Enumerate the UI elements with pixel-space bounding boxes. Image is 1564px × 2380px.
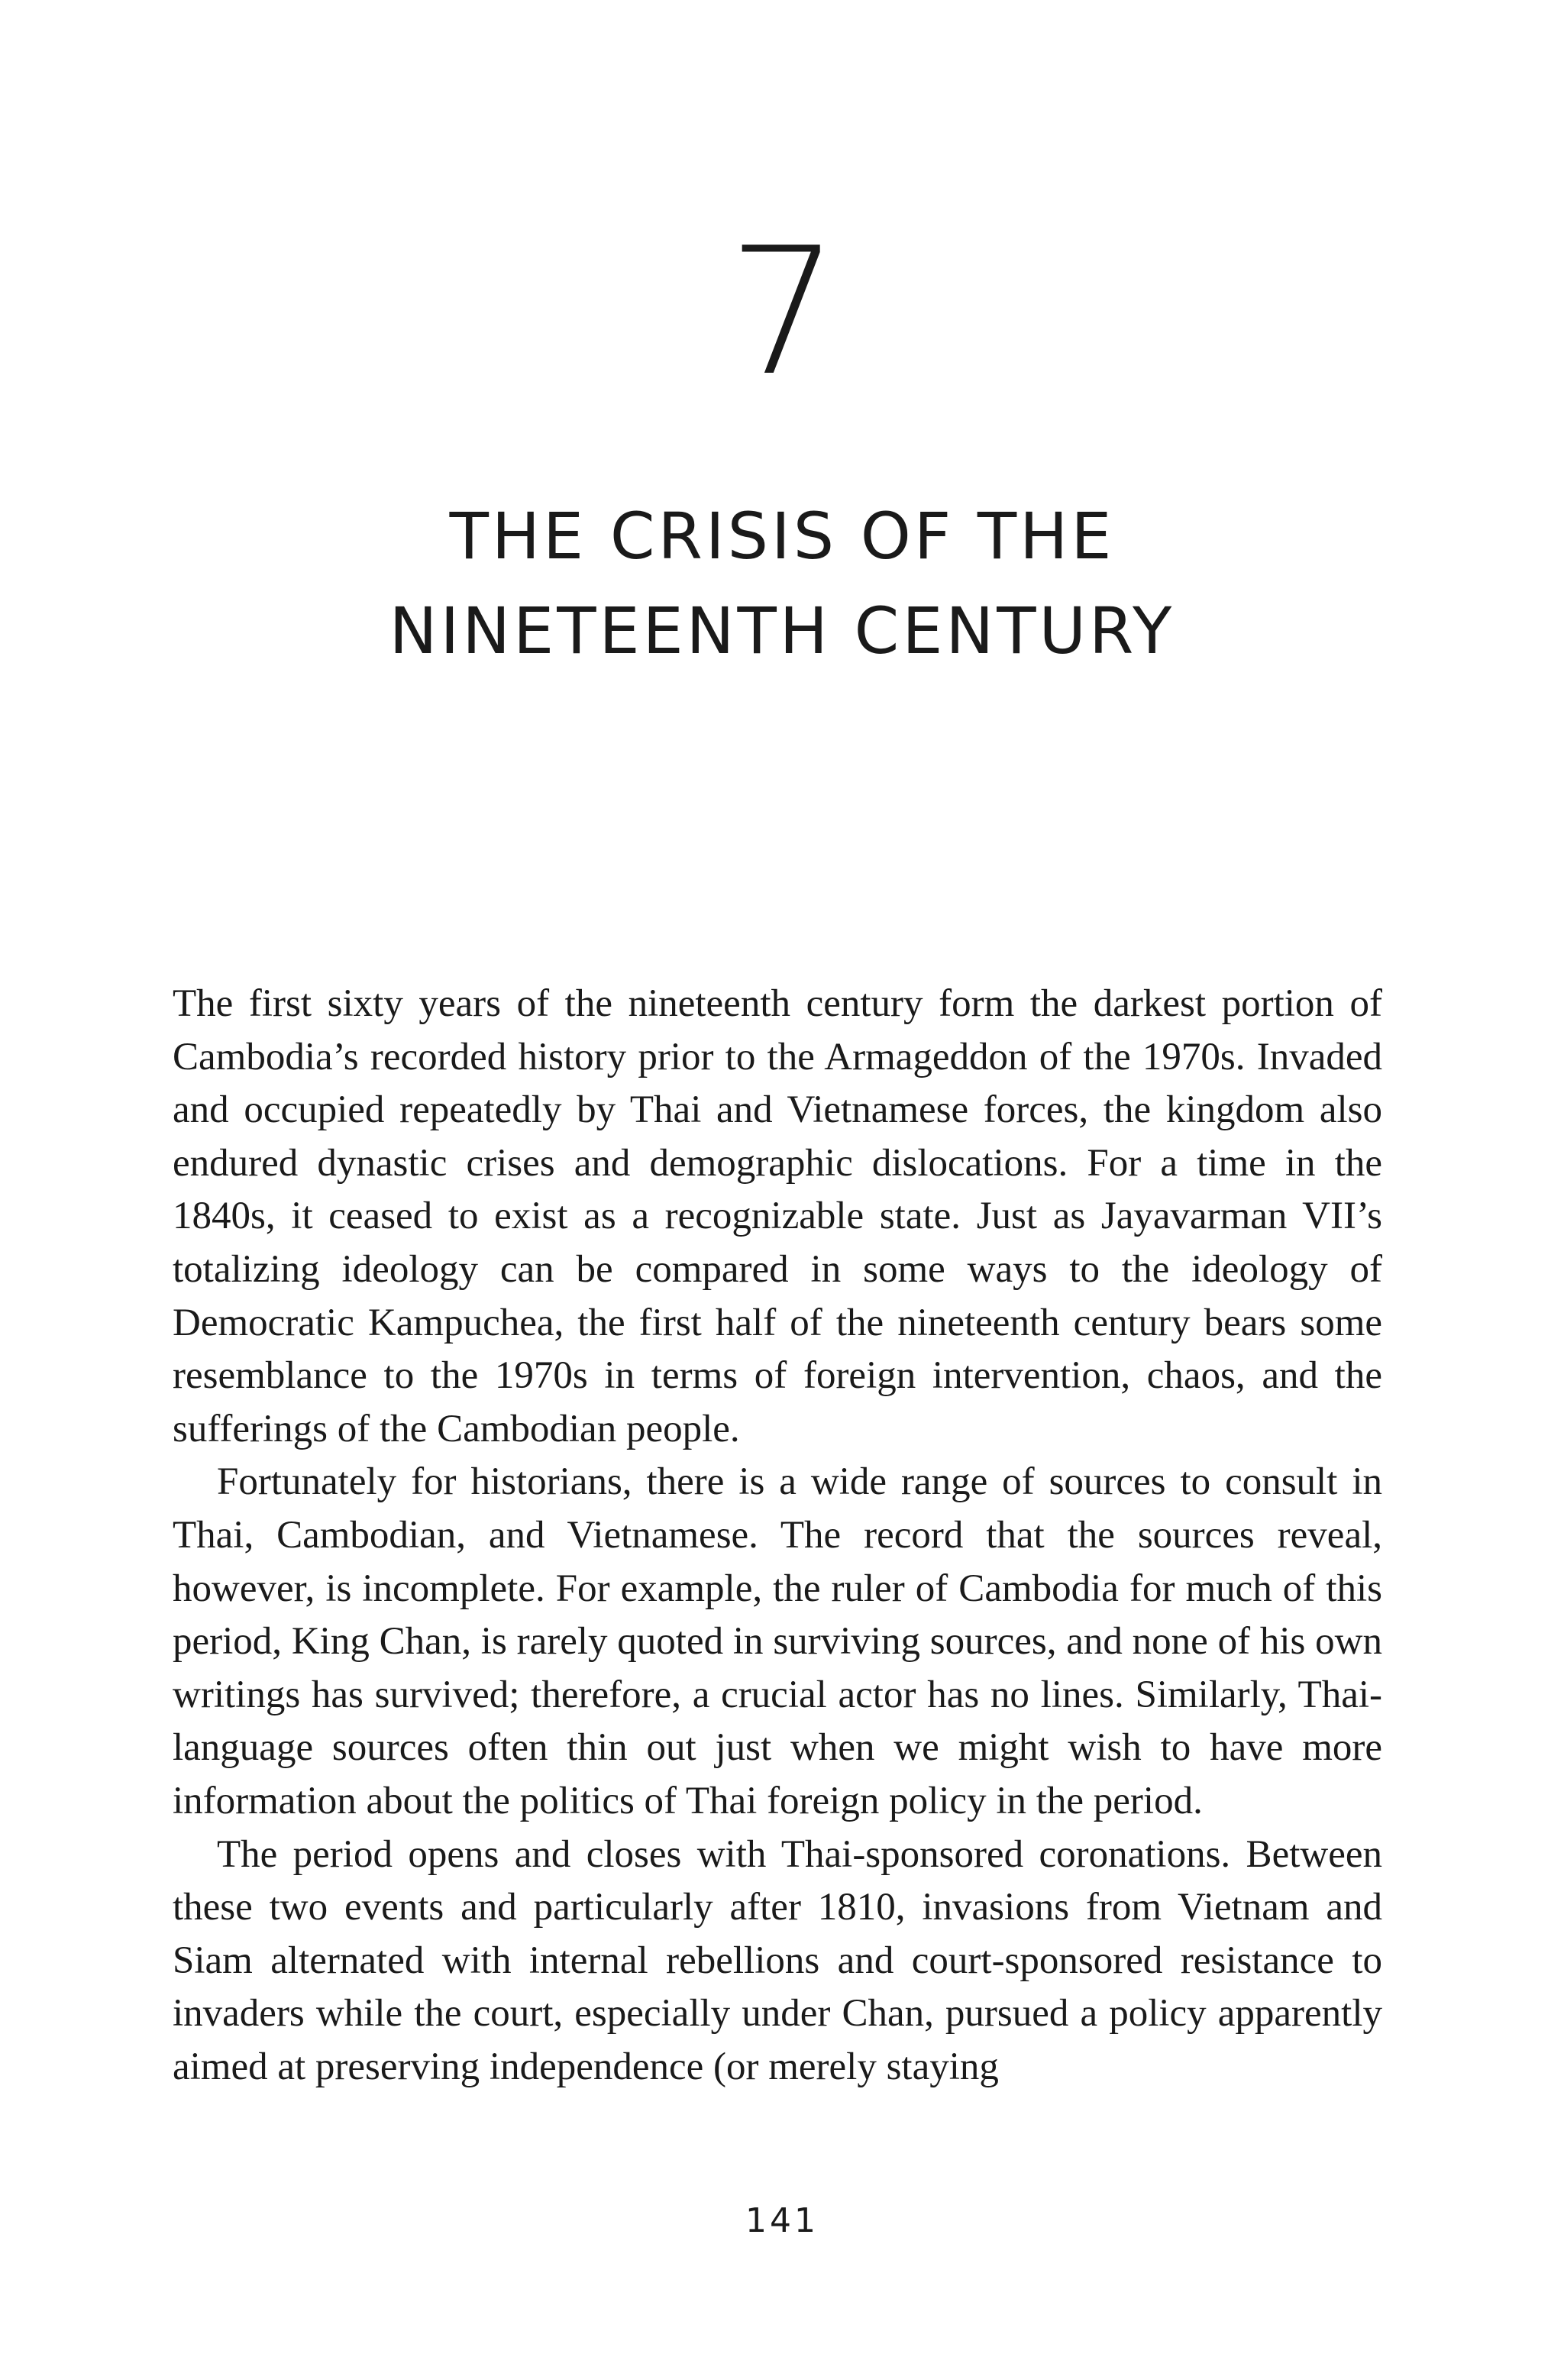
- page-number: 141: [745, 2201, 819, 2240]
- chapter-number: 7: [727, 211, 837, 415]
- chapter-title: [0, 489, 1564, 678]
- chapter-title-line-1: THE CRISIS OF THE: [449, 499, 1115, 574]
- paragraph-3: The period opens and closes with Thai-sponsored coronations. Between these two events and particularly after 1810, invasions from Vietnam and Siam alternated with internal rebellions and court-sponsored resistance to invaders while the court, especially under Chan, pursued a policy apparently aimed at preserving independence (or merely staying: [173, 1832, 1382, 2088]
- paragraph-2: Fortunately for historians, there is a wide range of sources to consult in Thai, Cambodian, and Vietnamese. The record that the sources reveal, however, is incomplete. For example, the ruler of Cambodia for much of this period, King Chan, is rarely quoted in surviving sources, and none of his own writings has survived; therefore, a crucial actor has no lines. Similarly, Thai-language sources often thin out just when we might wish to have more information about the politics of Thai foreign policy in the period.: [173, 1460, 1382, 1822]
- body-text: [173, 978, 1382, 2094]
- chapter-title-line-2: NINETEENTH CENTURY: [389, 593, 1175, 668]
- paragraph-1: The first sixty years of the nineteenth century form the darkest portion of Cambodia’s recorded history prior to the Armageddon of the 1970s. Invaded and occupied repeatedly by Thai and Vietnamese forces, the kingdom also endured dynastic crises and demographic dislocations. For a time in the 1840s, it ceased to exist as a recognizable state. Just as Jayavarman VII’s totalizing ideology can be compared in some ways to the ideology of Democratic Kampuchea, the first half of the nineteenth century bears some resemblance to the 1970s in terms of foreign intervention, chaos, and the sufferings of the Cambodian people.: [173, 982, 1382, 1450]
